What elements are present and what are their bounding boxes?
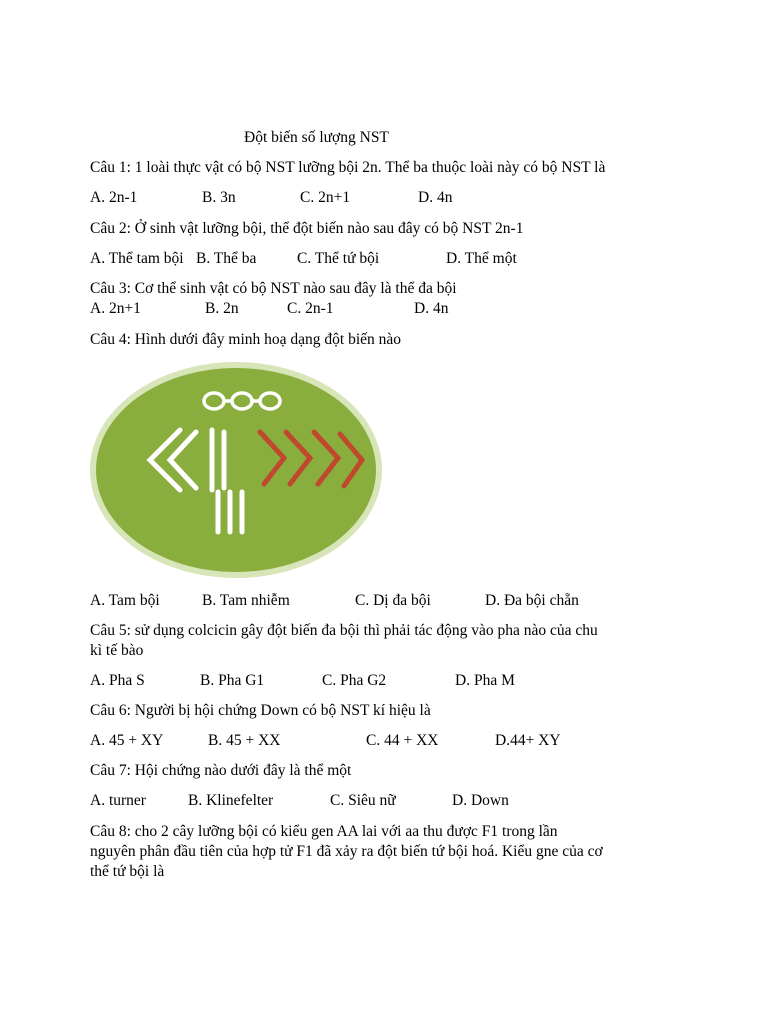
q7-option-c: C. Siêu nữ [330, 792, 396, 809]
q1-option-b: B. 3n [202, 189, 236, 206]
question-8-line-1: Câu 8: cho 2 cây lưỡng bội có kiểu gen AA lai với aa thu được F1 trong lần [90, 823, 558, 840]
q7-option-a: A. turner [90, 792, 146, 809]
question-2: Câu 2: Ở sinh vật lưỡng bội, thể đột biến nào sau đây có bộ NST 2n-1 [90, 220, 524, 237]
q3-option-b: B. 2n [205, 300, 239, 317]
question-5-line-1: Câu 5: sử dụng colcicin gây đột biến đa bội thì phải tác động vào pha nào của chu [90, 622, 598, 639]
question-6: Câu 6: Người bị hội chứng Down có bộ NST kí hiệu là [90, 702, 431, 719]
question-3: Câu 3: Cơ thể sinh vật có bộ NST nào sau đây là thể đa bội [90, 280, 457, 297]
page-title: Đột biến số lượng NST [244, 129, 389, 146]
q6-option-b: B. 45 + XX [208, 732, 281, 749]
q7-option-b: B. Klinefelter [188, 792, 274, 809]
question-4: Câu 4: Hình dưới đây minh hoạ dạng đột biến nào [90, 331, 402, 348]
q4-option-b: B. Tam nhiễm [202, 592, 290, 609]
q5-option-c: C. Pha G2 [322, 672, 387, 689]
q2-option-a: A. Thể tam bội [90, 250, 184, 267]
q2-option-c: C. Thể tứ bội [297, 250, 380, 267]
q3-option-d: D. 4n [414, 300, 449, 317]
q6-option-a: A. 45 + XY [90, 732, 164, 749]
q4-option-c: C. Dị đa bội [355, 592, 431, 609]
q2-option-b: B. Thể ba [196, 250, 257, 267]
question-7: Câu 7: Hội chứng nào dưới đây là thể một [90, 762, 352, 779]
question-5-line-2: kì tế bào [90, 642, 144, 659]
q1-option-a: A. 2n-1 [90, 189, 138, 206]
q5-option-b: B. Pha G1 [200, 672, 265, 689]
question-1: Câu 1: 1 loài thực vật có bộ NST lưỡng bội 2n. Thể ba thuộc loài này có bộ NST là [90, 159, 606, 176]
q4-option-a: A. Tam bội [90, 592, 160, 609]
q7-option-d: D. Down [452, 792, 509, 809]
q2-option-d: D. Thể một [446, 250, 517, 267]
q4-option-d: D. Đa bội chẵn [485, 592, 579, 609]
q3-option-a: A. 2n+1 [90, 300, 141, 317]
q1-option-c: C. 2n+1 [300, 189, 351, 206]
q6-option-d: D.44+ XY [495, 732, 561, 749]
q3-option-c: C. 2n-1 [287, 300, 334, 317]
cell-body [96, 368, 376, 572]
question-8-line-3: thể tứ bội là [90, 863, 165, 880]
cell-karyotype-figure [88, 360, 384, 580]
q1-option-d: D. 4n [418, 189, 453, 206]
q5-option-d: D. Pha M [455, 672, 515, 689]
q6-option-c: C. 44 + XX [366, 732, 439, 749]
q5-option-a: A. Pha S [90, 672, 145, 689]
question-8-line-2: nguyên phân đầu tiên của hợp tử F1 đã xảy ra đột biến tứ bội hoá. Kiểu gne của cơ [90, 843, 603, 860]
